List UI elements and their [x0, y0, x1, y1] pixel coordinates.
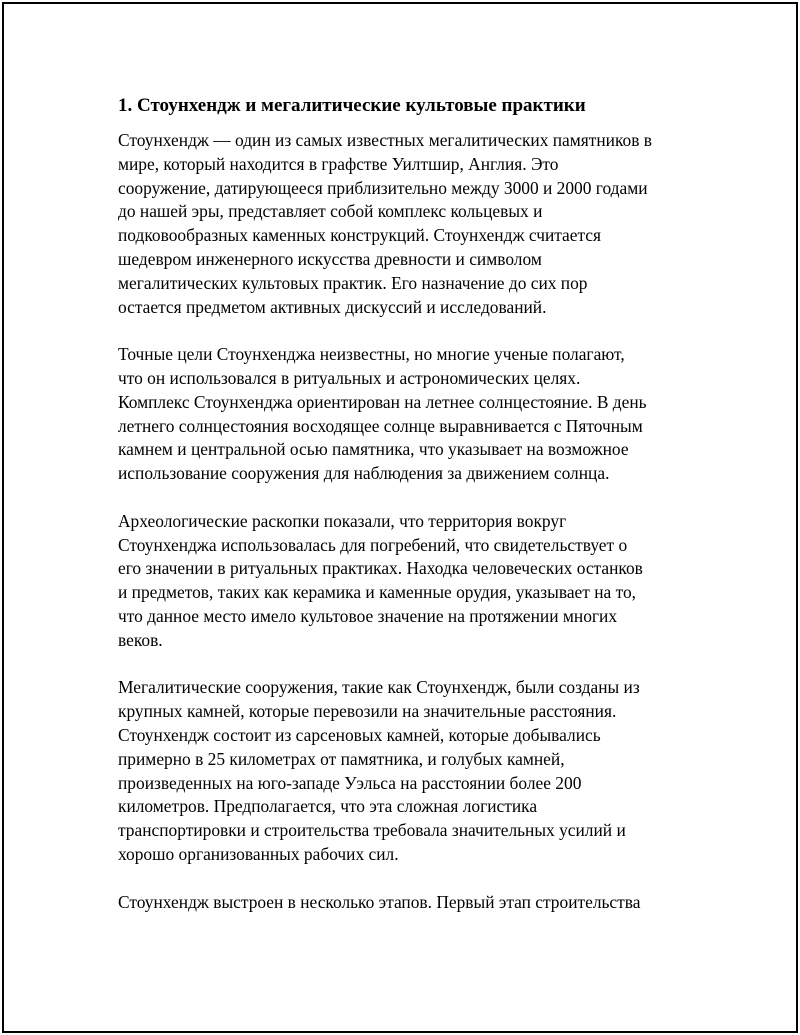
paragraph-1 [118, 129, 690, 319]
text-line: и предметов, таких как керамика и каменные орудия, указывает на то, [118, 582, 636, 603]
paragraph-4 [118, 676, 690, 866]
text-line: остается предметом активных дискуссий и исследований. [118, 296, 547, 317]
text-line: мире, который находится в графстве Уилтшир, Англия. Это [118, 153, 559, 174]
text-line: хорошо организованных рабочих сил. [118, 843, 399, 864]
text-line: летнего солнцестояния восходящее солнце выравнивается с Пяточным [118, 415, 643, 436]
paragraph-3 [118, 510, 690, 653]
text-line: его значении в ритуальных практиках. Находка человеческих останков [118, 558, 643, 579]
text-line: транспортировки и строительства требовала значительных усилий и [118, 820, 626, 841]
text-line: до нашей эры, представляет собой комплекс кольцевых и [118, 201, 543, 222]
text-line: Комплекс Стоунхенджа ориентирован на летнее солнцестояние. В день [118, 391, 647, 412]
text-line: веков. [118, 629, 163, 650]
section-heading: 1. Стоунхендж и мегалитические культовые практики [118, 95, 586, 116]
text-line: Стоунхендж выстроен в несколько этапов. Первый этап строительства [118, 891, 641, 912]
text-line: что он использовался в ритуальных и астрономических целях. [118, 367, 581, 388]
text-line: мегалитических культовых практик. Его назначение до сих пор [118, 272, 588, 293]
text-line: Стоунхендж — один из самых известных мегалитических памятников в [118, 130, 653, 150]
text-line: километров. Предполагается, что эта сложная логистика [118, 796, 538, 817]
text-line: примерно в 25 километрах от памятника, и голубых камней, [118, 748, 565, 769]
text-line: сооружение, датирующееся приблизительно между 3000 и 2000 годами [118, 177, 648, 198]
page-content [118, 93, 690, 938]
text-line: крупных камней, которые перевозили на значительные расстояния. [118, 701, 617, 722]
text-line: Мегалитические сооружения, такие как Стоунхендж, были созданы из [118, 677, 640, 698]
text-line: камнем и центральной осью памятника, что указывает на возможное [118, 439, 629, 460]
paragraph-2 [118, 343, 690, 486]
text-line: Точные цели Стоунхенджа неизвестны, но многие ученые полагают, [118, 344, 625, 365]
text-line: Археологические раскопки показали, что территория вокруг [118, 510, 567, 531]
text-line: Стоунхендж состоит из сарсеновых камней, которые добывались [118, 724, 601, 745]
text-line: шедевром инженерного искусства древности и символом [118, 248, 542, 269]
text-line: подковообразных каменных конструкций. Стоунхендж считается [118, 225, 602, 246]
text-line: что данное место имело культовое значение на протяжении многих [118, 605, 618, 626]
text-line: произведенных на юго-западе Уэльса на расстоянии более 200 [118, 772, 582, 793]
text-line: Стоунхенджа использовалась для погребений, что свидетельствует о [118, 534, 628, 555]
paragraph-5 [118, 891, 690, 915]
text-line: использование сооружения для наблюдения за движением солнца. [118, 463, 610, 484]
